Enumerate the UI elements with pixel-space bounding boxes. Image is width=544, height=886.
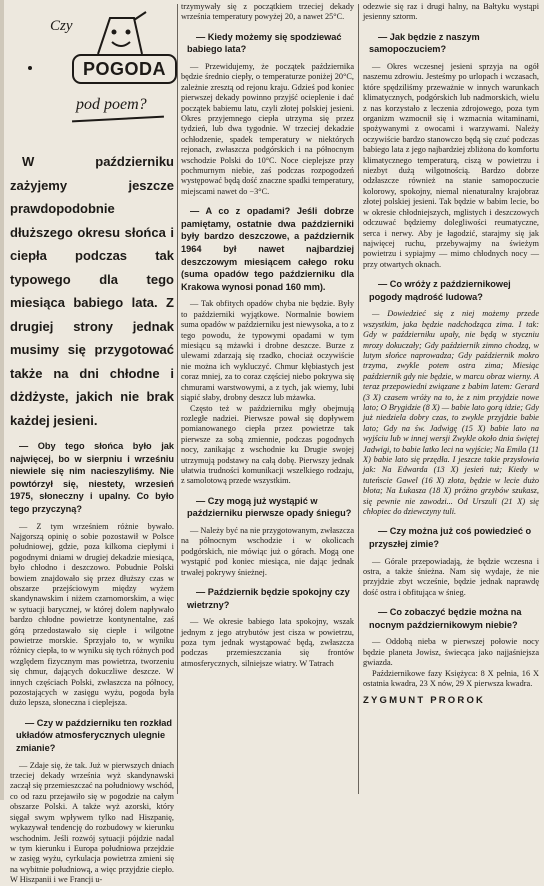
logo-czy: Czy [50, 18, 73, 34]
author-signature: ZYGMUNT PROROK [363, 695, 486, 707]
answer-1: — Z tym wrześniem różnie bywało. Najgorszą opinię o sobie pozostawił w Polsce południowej, gdzie, poza kilkoma ciepłymi i pogodnymi dniami w drugiej dekadzie miesiąca, było chłodno i deszczowo. Pobudnie Polski bowiem znajdowało się przez dłuższy czas w obszarze przejściowym między wyżem skandynawskim i niżem czarnomorskim, a więc w sytuacji barycznej, w której dolem napływało bardzo chłodne powietrze kontynentalne, zaś górą przedostawało się ciepłe i wilgotne powietrze morskie. Sprzyjało to, w wyniku różnicy ciepła, to w wyniku się tych różnych pod względem fizycznym mas powietrza, tworzeniu się chmur, dających dokuczliwe deszcze. W innych częściach Polski, zwłaszcza na północy, pozostających w zasięgu wyżu, pogoda była dużo lepsza, słoneczna i cieplejsza. [10, 521, 174, 708]
question-3: — Kiedy możemy się spodziewać babiego lata? [187, 31, 342, 55]
question-7: — Jak będzie z naszym samopoczuciem? [369, 31, 480, 55]
logo-pogoda: POGODA [72, 54, 177, 84]
answer-4: — Tak obfitych opadów chyba nie będzie. Były to październiki wyjątkowe. Normalnie bowiem suma opadów w październiku jest niewysoka, a to z tego powodu, że typowymi opadami w tym miesiącu są mżawki i drobne deszcze. Burze z ulewami zdarzają się rzadko, chociaż oczywiście nie można ich wykluczyć. Chmur kłębiastych jest coraz mniej, za to coraz częściej niebo pokrywa się chmurami warstwowymi, a z tych, jak wiemy, lubi siąpić słaby, drobny deszcz lub mżawka. Często też w październiku mgły obejmują rozległe nadziei. Pierwsze pował się dopływem pomianowanego ciepła przez powietrze tak pierwsze za sobą zmiennie, podczas pogodnych nocy, zanikając z wschodnie ku Drugie swojej utrzymują podstawy na całą dobę. Pierwszy jednak ułatwia trudności komunikacji wszelkiego rodzaju, z samolotową przede wszystkim. [181, 299, 354, 486]
column-3 [363, 0, 539, 800]
answer-2: — Zdaje się, że tak. Już w pierwszych dniach trzeciej dekady września wyż skandynawski zaczął się przemieszczać na południowy wschód, co od razu przejawiło się w pogodzie na całym obszarze Polski. A także wyż azorski, który sięgał swym wpływem tylko nad Hiszpanię, wykazywał tendencję do rozbudowy w kierunku wschodnim. Jeśli rozwój sytuacji pójdzie nadal w tym kierunku i Europa południowa przejdzie w zasięg wyżu, cyrkulacja powietrza zmieni się na wybitnie południową, a więc przyjdzie ciepło. W Hiszpanii i we Francji u- [10, 760, 174, 885]
question-1: — Oby tego słońca było jak najwięcej, bo w sierpniu i wrześniu niewiele się nim nacieszyliśmy. Nie powtórzył się, niestety, wrzesień 1975, słoneczny i upalny. Co było tego przyczyną? [10, 441, 174, 514]
answer-9: — Górale przepowiadają, że będzie wczesna i ostra, a także śnieżna. Nam się wydaje, że nie przyjdzie zbyt wcześnie, będzie jednak naprawdę dość ostra i obfitująca w śnieg. [363, 556, 539, 597]
column-2 [181, 0, 354, 800]
answer-7: — Okres wczesnej jesieni sprzyja na ogół naszemu zdrowiu. Jesteśmy po urlopach i wczasach, które spędziliśmy przeważnie w innych warunkach klimatycznych, podgórskich lub nadmorskich, wielu z nas korzystało z leczenia zdrojowego, poza tym organizm wzmocnił się i wzmacnia witaminami, spożywanymi z owocami i warzywami. Należy oczywiście bardzo stanowczo będą się czuć podczas babiego lata z jego najbardziej zbliżona do komfortu klimatycznego temperaturą, ciszą w powietrzu i niezbyt dużą wilgotnością. Bardzo dobrze odzłaszcze również na stanie samopoczucie kolorowy, spokojny, niemal nienaturalny krajobraz złotej polskiej jesieni. Tak będzie w babim lecie, bo w okresie chłodniejszych, mglistych i deszczowych odczuwać będziemy dolegliwości reumatyczne, serca i nerwy. Aby je łagodzić, starajmy się jak najwięcej ruchu, przebywajmy na świeżym powietrzu i sypiajmy — mimo chłodnych nocy — przy otwartych oknach. [363, 62, 539, 269]
question-8: — Co wróży z październikowej pogody mądrość ludowa? [369, 279, 511, 302]
question-5: — Czy mogą już wystąpić w październiku pierwsze opady śniegu? [187, 495, 352, 519]
answer-8: — Dowiedzieć się z niej możemy przede wszystkim, jaka będzie nadchodząca zima. I tak: Gdy w październiku upały, nie będą w styczniu mrozy dokuczały; Gdy październik zimno chodzą, w lutym słońce naprowadza; Gdy październik mokro trzyma, zwykle potem ostra zima; Miesiąc październik gdy nie będzie, w marcu obraz wierny. A teraz przepowiedni związane z babim latem: Gerard (3 X) czasem wróży na to, że z nim przyjdzie nowe lato; O Brygidzie (8 X) — babie lato gorą idzie; Gdy już niedziela dobry czas, to zwykle przyjdzie babie lato; Gdy na św. Jadwigę (15 X) babie lato na wyjściu lub w innej wersji Zwykle około dnia świętej Jadwigi, to babie latko leci na wyjście; Na Emila (11 X) babie lato się przędła. I jeszcze takie przysłowia jak: Na Edwarda (13 X) jesień tuż; Kiedy w tuteńscie Gawel (16 X) złota, będzie w lecie dużo błota; Na Łukasza (18 X) próżno grzybów szukasz, się pewnie nie zawodzi... Od Urszuli (21 X) się chłopiec do dziewczyny tuli. [363, 309, 539, 517]
column-rule [358, 4, 359, 794]
logo-pod-poem: pod poem? [76, 96, 147, 113]
answer-10: — Oddobą nieba w pierwszej połowie nocy będzie planeta Jowisz, świecąca jako najjaśniejsza gwiazda. Październikowe fazy Księżyca: 8 X pełnia, 16 X ostatnia kwadra, 23 X nów, 29 X pierwsza kwadra. [363, 637, 539, 689]
answer-6-continued: odezwie się raz i drugi halny, na Bałtyku wystąpi jesienny sztorm. [363, 2, 539, 22]
answer-6: — We okresie babiego lata spokojny, wszak jednym z jego atrybutów jest cisza w powietrzu, poza tym jednak wystąpować będą, zwłaszcza podczas przemieszczania się frontów atmosferycznych, silniejsze wiatry. W Tatrach [181, 617, 354, 668]
logo-dot [28, 66, 32, 70]
column-1 [10, 0, 174, 885]
answer-2-continued: trzymywały się z początkiem trzeciej dekady września temperatury powyżej 20, a nawet 25°C. [181, 2, 354, 22]
question-2: — Czy w październiku ten rozkład układów atmosferycznych ulegnie zmianie? [16, 717, 173, 754]
answer-5: — Należy być na nie przygotowanym, zwłaszcza na północnym wschodzie i w okolicach podgórskich, nie mówiąc już o górach. Mogą one wystąpić pod koniec miesiąca, nie dając jednak trwałej pokrywy śnieżnej. [181, 525, 354, 577]
page-edge [0, 0, 4, 800]
logo-underline [72, 116, 164, 123]
question-10: — Co zobaczyć będzie można na nocnym październikowym niebie? [369, 607, 522, 630]
question-9: — Czy można już coś powiedzieć o przyszłej zimie? [369, 526, 532, 550]
pogoda-logo [10, 8, 174, 144]
question-6: — Październik będzie spokojny czy wietrzny? [187, 586, 350, 610]
question-4: — A co z opadami? Jeśli dobrze pamiętamy, ostatnie dwa październiki były bardzo deszczowe, a październik 1964 był nawet najbardziej deszczowym miesiącem całego roku (suma opadów tego październiku dla Krakowa wynosi ponad 160 mm). [181, 206, 354, 292]
lead-paragraph: W październiku zażyjemy jeszcze prawdopodobnie dłuższego okresu słońca i ciepła podczas tak typowego dla tego miesiąca babiego lata. Z drugiej strony jednak musimy się przygotować także na dni chłodne i dżdżyste, jakich nie brak każdej jesieni. [10, 154, 174, 428]
column-rule [177, 4, 178, 794]
answer-3: — Przewidujemy, że początek października będzie średnio ciepły, o temperaturze poniżej 20°C, zależnie zresztą od rejonu kraju. Gdzieś pod koniec pierwszej dekady powinno przyjść ocieplenie i dać początek babiemu latu, czyli złotej polskiej jesieni. Okres przyjemnego ciepła utrzyma się przez tydzień, lub dwa tygodnie. W trzeciej dekadzie ochłodzenie, spadek temperatury w niektórych rejonach, zwłaszcza podgórskich i na północnym wschodzie Polski do 10°C. Noce cieplejsze przy pochmurnym niebie, zaś podczas rozpogodzeń występować będą dość znaczne spadki temperatury, miejscami nawet do −3°C. [181, 62, 354, 196]
